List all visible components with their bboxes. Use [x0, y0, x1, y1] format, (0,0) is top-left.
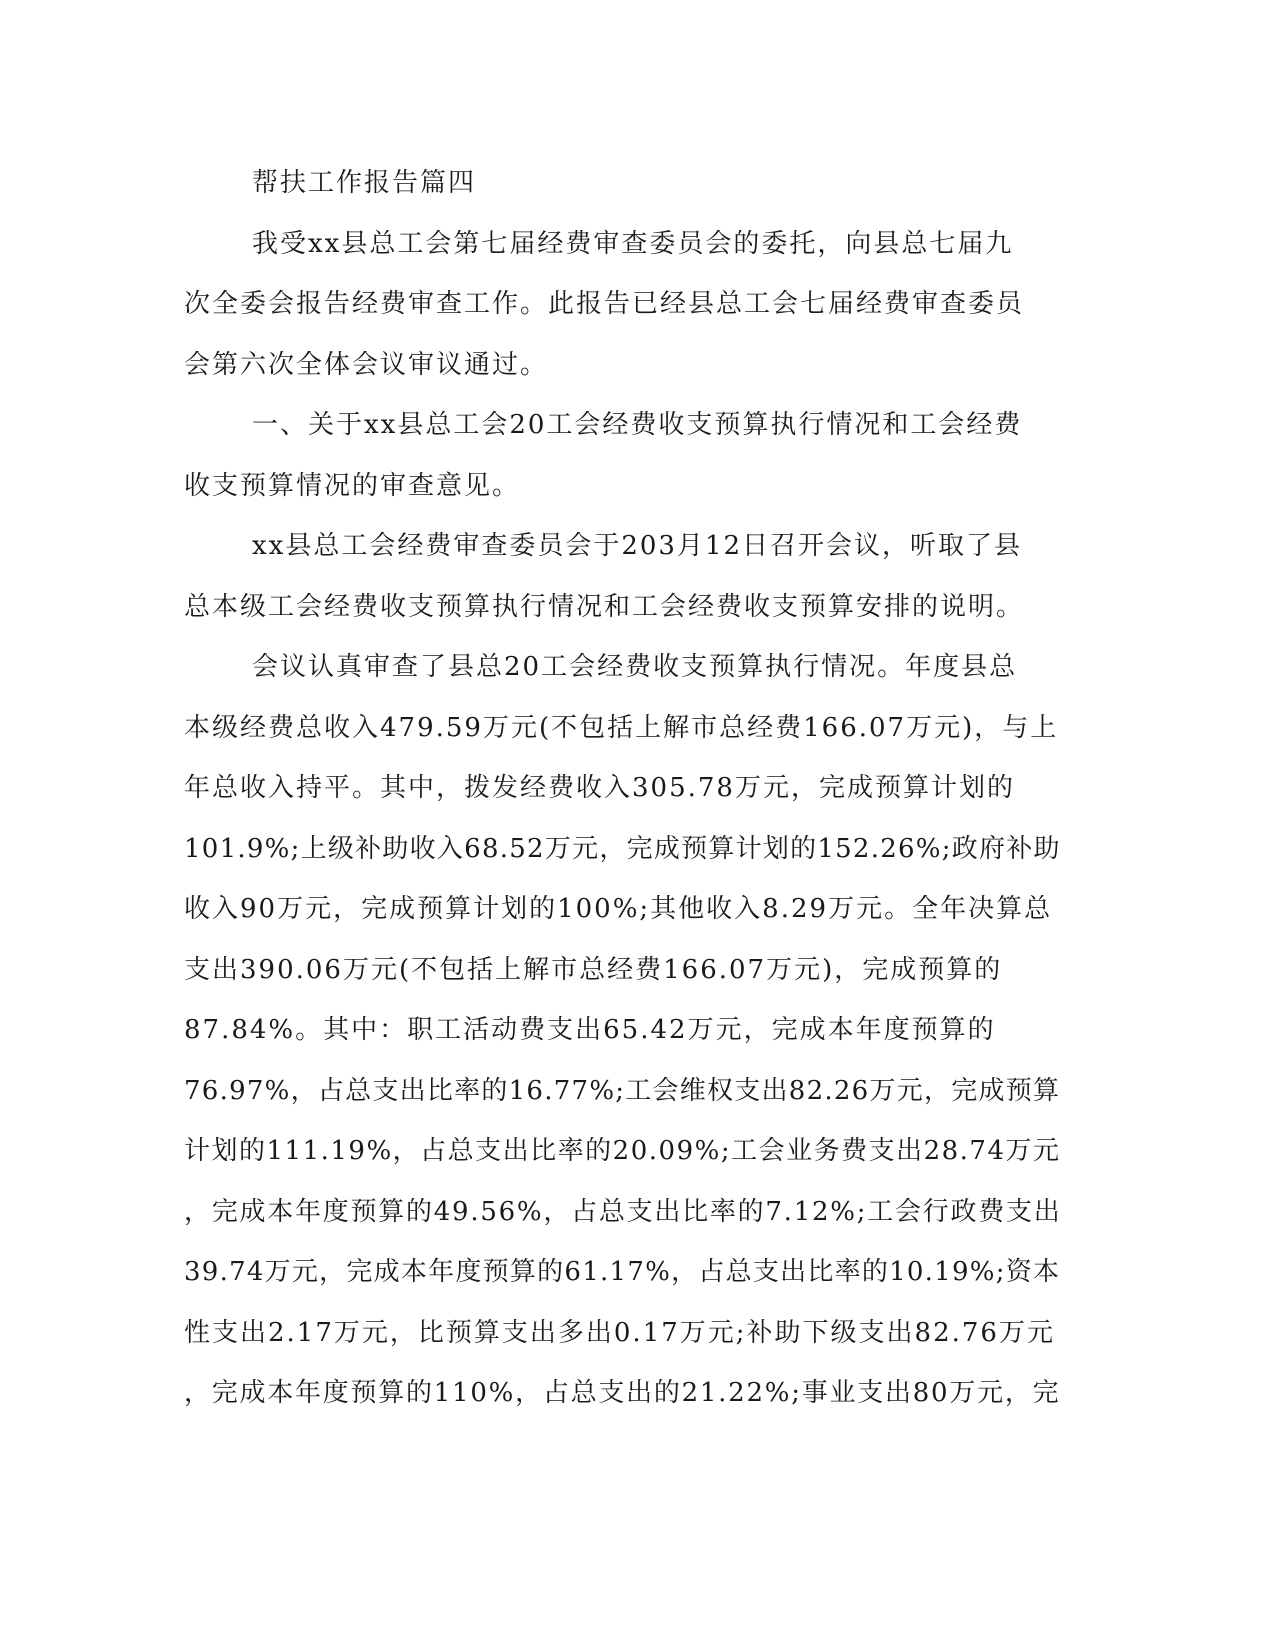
paragraph-line: 计划的111.19%，占总支出比率的20.09%;工会业务费支出28.74万元 — [184, 1136, 1061, 1166]
paragraph-line: 一、关于xx县总工会20工会经费收支预算执行情况和工会经费 — [252, 410, 1023, 440]
document-heading: 帮扶工作报告篇四 — [252, 168, 477, 198]
paragraph-line: 会议认真审查了县总20工会经费收支预算执行情况。年度县总 — [252, 652, 1018, 682]
paragraph-line: 我受xx县总工会第七届经费审查委员会的委托，向县总七届九 — [252, 228, 1014, 259]
paragraph-line: ，完成本年度预算的49.56%，占总支出比率的7.12%;工会行政费支出 — [184, 1196, 1062, 1227]
paragraph-line: 次全委会报告经费审查工作。此报告已经县总工会七届经费审查委员 — [184, 289, 1025, 319]
paragraph-line: 101.9%;上级补助收入68.52万元，完成预算计划的152.26%;政府补助 — [184, 833, 1061, 864]
paragraph-line: 性支出2.17万元，比预算支出多出0.17万元;补助下级支出82.76万元 — [184, 1317, 1055, 1348]
paragraph-line: 39.74万元，完成本年度预算的61.17%，占总支出比率的10.19%;资本 — [184, 1257, 1061, 1287]
paragraph-line: 收入90万元，完成预算计划的100%;其他收入8.29万元。全年决算总 — [184, 894, 1053, 924]
document-body — [184, 160, 1064, 1431]
paragraph-line: ，完成本年度预算的110%，占总支出的21.22%;事业支出80万元，完 — [184, 1378, 1061, 1408]
paragraph-line: 本级经费总收入479.59万元(不包括上解市总经费166.07万元)，与上 — [184, 712, 1059, 743]
paragraph-line: 收支预算情况的审查意见。 — [184, 470, 521, 501]
paragraph-line: xx县总工会经费审查委员会于203月12日召开会议，听取了县 — [252, 531, 1023, 561]
paragraph-line: 76.97%，占总支出比率的16.77%;工会维权支出82.26万元，完成预算 — [184, 1075, 1061, 1106]
paragraph-line: 支出390.06万元(不包括上解市总经费166.07万元)，完成预算的 — [184, 954, 1003, 985]
paragraph-line: 会第六次全体会议审议通过。 — [184, 349, 549, 380]
paragraph-line: 年总收入持平。其中，拨发经费收入305.78万元，完成预算计划的 — [184, 773, 1015, 803]
paragraph-line: 87.84%。其中：职工活动费支出65.42万元，完成本年度预算的 — [184, 1015, 996, 1045]
paragraph-line: 总本级工会经费收支预算执行情况和工会经费收支预算安排的说明。 — [184, 591, 1025, 622]
